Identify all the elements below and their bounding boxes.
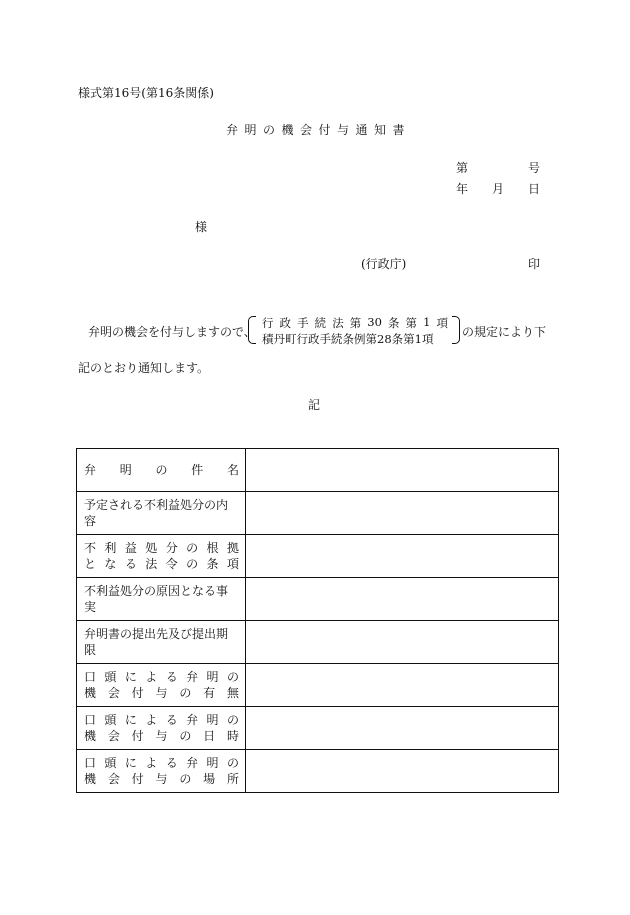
row-label [77,578,246,621]
row-label-line: 不利益処分の原因となる事実 [84,584,229,614]
table-row [77,664,559,707]
date-year: 年 [456,182,469,196]
row-label-line: 口 頭 に よ る 弁 明 の [84,756,239,770]
row-value-field[interactable] [246,492,559,535]
row-label-line: 機 会 付 与 の 日 時 [84,729,239,743]
bracket-right [452,316,460,344]
bracket-left [248,316,256,344]
row-value-field[interactable] [246,535,559,578]
row-label [77,621,246,664]
row-label-line: 弁明書の提出先及び提出期限 [84,627,229,657]
row-label-line: と な る 法 令 の 条 項 [84,557,239,571]
body-text-before-bracket: 弁明の機会を付与しますので、 [88,325,256,339]
row-value-field[interactable] [246,707,559,750]
row-label-line: 弁 明 の 件 名 [84,463,239,477]
row-value-field[interactable] [246,621,559,664]
row-label [77,535,246,578]
notice-details-table [76,448,559,793]
row-label-line: 予定される不利益処分の内容 [84,498,229,528]
date-month: 月 [492,182,505,196]
row-value-field[interactable] [246,449,559,492]
row-label [77,750,246,793]
row-label [77,492,246,535]
form-number: 様式第16号(第16条関係) [78,86,214,100]
body-text-line2: 記のとおり通知します。 [78,361,210,375]
row-label-line: 口 頭 に よ る 弁 明 の [84,713,239,727]
law-option-2: 積丹町行政手続条例第28条第1項 [262,332,434,346]
table-row [77,449,559,492]
law-option-1: 行 政 手 続 法 第 30 条 第 1 項 [262,315,448,330]
row-label-line: 機 会 付 与 の 有 無 [84,686,239,700]
number-go: 号 [528,161,541,175]
seal-mark: 印 [528,257,541,271]
row-label-line: 不 利 益 処 分 の 根 拠 [84,541,239,555]
number-dai: 第 [456,161,469,175]
table-row [77,621,559,664]
table-row [77,492,559,535]
date-day: 日 [528,182,541,196]
body-text-after-bracket: の規定により下 [462,325,547,339]
row-label [77,707,246,750]
row-label-line: 口 頭 に よ る 弁 明 の [84,670,239,684]
sender-agency: (行政庁) [361,257,407,271]
document-title: 弁明の機会付与通知書 [226,123,412,137]
table-row [77,535,559,578]
row-label [77,449,246,492]
row-value-field[interactable] [246,664,559,707]
row-label-line: 機 会 付 与 の 場 所 [84,772,239,786]
table-row [77,707,559,750]
addressee-honorific: 様 [195,220,208,234]
table-row [77,578,559,621]
ki-heading: 記 [308,398,321,412]
table-row [77,750,559,793]
row-label [77,664,246,707]
row-value-field[interactable] [246,578,559,621]
row-value-field[interactable] [246,750,559,793]
